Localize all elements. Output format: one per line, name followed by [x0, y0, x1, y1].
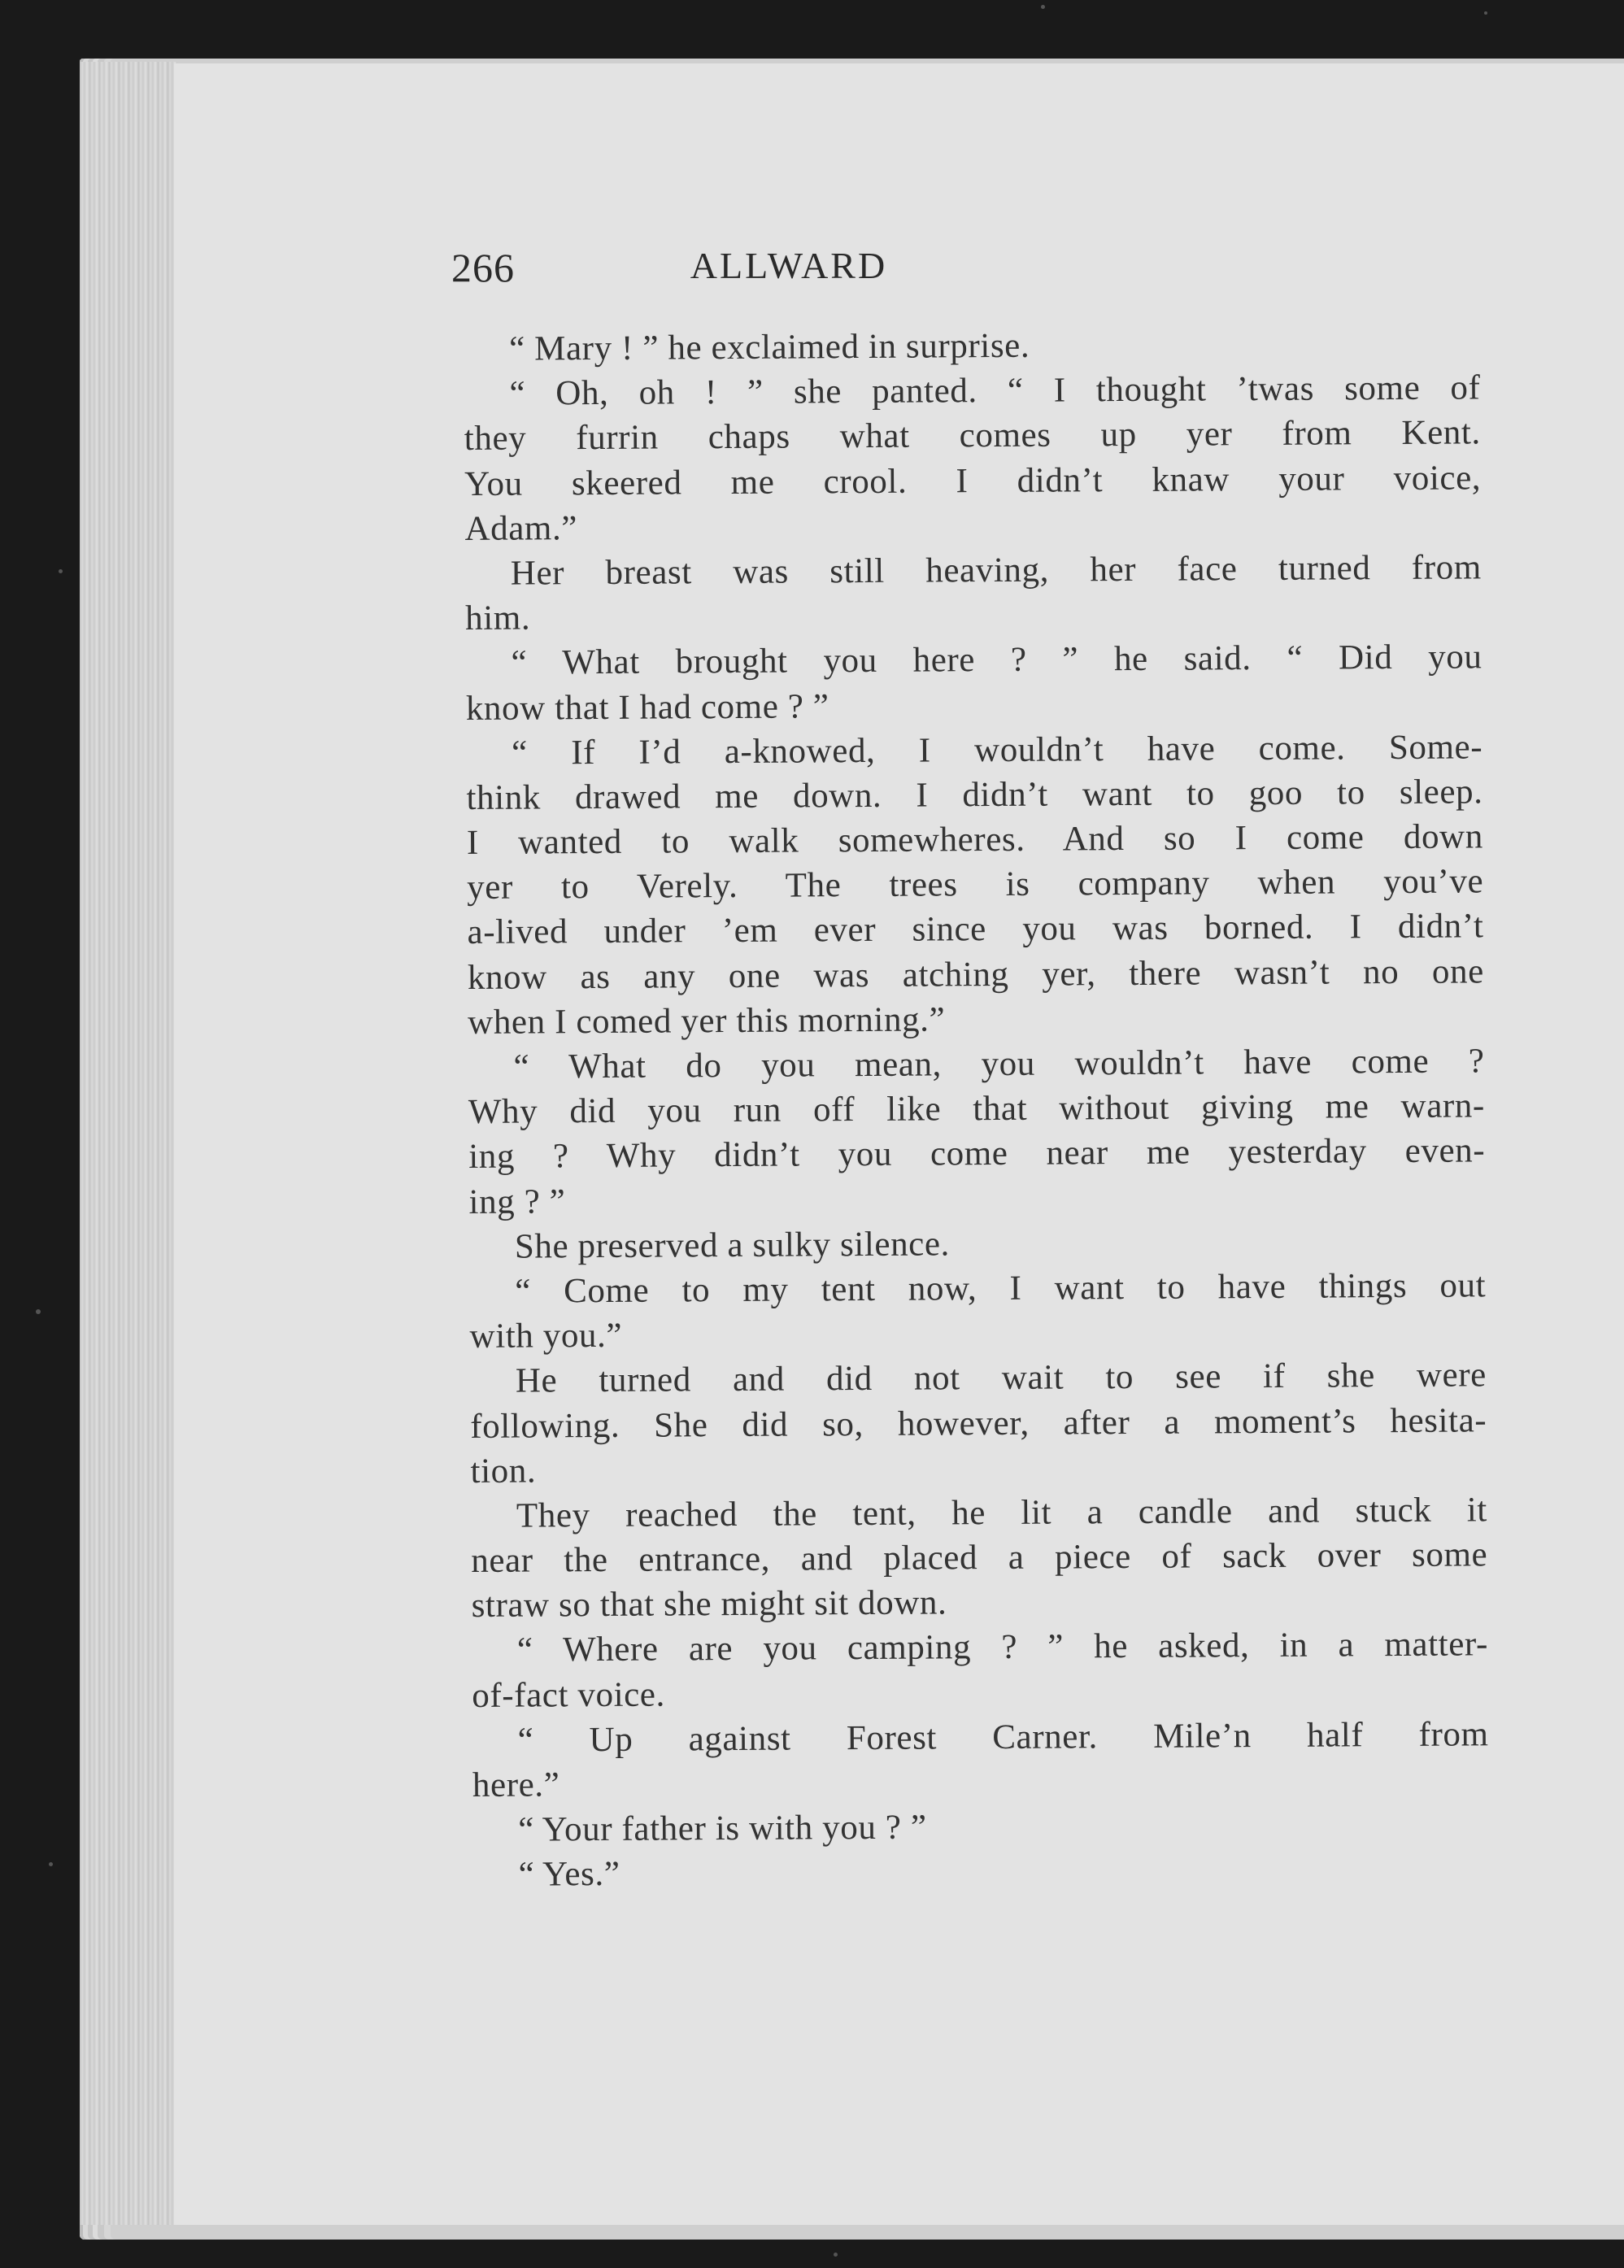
text-line: know as any one was atching yer, there wasn’t no one: [467, 951, 1485, 997]
text-line: Adam.”: [464, 508, 578, 548]
text-line: yer to Verely. The trees is company when you’ve: [467, 862, 1484, 908]
text-line: “ Your father is with you ? ”: [518, 1808, 927, 1849]
text-line: him.: [465, 599, 531, 638]
text-line: I wanted to walk somewheres. And so I come down: [466, 817, 1483, 863]
text-line: of-fact voice.: [472, 1675, 666, 1715]
running-head: ALLWARD: [690, 245, 888, 286]
text-line: Why did you run off like that without giving me warn-: [468, 1086, 1486, 1132]
text-line: “ What do you mean, you wouldn’t have come ?: [513, 1042, 1485, 1086]
text-line: near the entrance, and placed a piece of sack over some: [471, 1535, 1488, 1581]
text-line: He turned and did not wait to see if she were: [515, 1356, 1487, 1400]
text-line: “ Yes.”: [518, 1855, 620, 1894]
text-line: ing ? ”: [468, 1182, 566, 1221]
body-text: [464, 320, 1490, 1897]
text-line: “ Where are you camping ? ” he asked, in a matter-: [516, 1625, 1489, 1670]
text-line: She preserved a sulky silence.: [514, 1225, 951, 1266]
text-line: Her breast was still heaving, her face turned from: [510, 548, 1482, 593]
text-line: with you.”: [469, 1316, 623, 1356]
text-line: You skeered me crool. I didn’t knaw your voice,: [464, 458, 1482, 503]
text-line: tion.: [470, 1452, 537, 1491]
text-line: they furrin chaps what comes up yer from Kent.: [464, 413, 1481, 459]
text-line: “ Up against Forest Carner. Mile’n half from: [517, 1715, 1489, 1760]
text-line: They reached the tent, he lit a candle and stuck it: [516, 1491, 1488, 1535]
text-line: think drawed me down. I didn’t want to goo to sleep.: [466, 773, 1483, 817]
text-line: “ If I’d a-knowed, I wouldn’t have come. Some-: [512, 728, 1483, 773]
text-line: “ What brought you here ? ” he said. “ Did you: [511, 638, 1482, 682]
text-line: straw so that she might sit down.: [471, 1583, 947, 1626]
text-line: “ Oh, oh ! ” she panted. “ I thought ’twas some of: [509, 368, 1481, 413]
text-line: ing ? Why didn’t you come near me yesterday even-: [468, 1131, 1486, 1177]
text-line: following. She did so, however, after a moment’s hesita-: [470, 1400, 1487, 1446]
text-line: know that I had come ? ”: [465, 686, 829, 728]
text-line: here.”: [472, 1765, 560, 1804]
text-line: a-lived under ’em ever since you was borned. I didn’t: [467, 907, 1484, 952]
page-stack-edge: [80, 62, 177, 2225]
text-line: “ Mary ! ” he exclaimed in surprise.: [509, 326, 1030, 368]
page-header: [451, 244, 1078, 301]
page-number: 266: [451, 245, 515, 290]
text-line: “ Come to my tent now, I want to have things out: [515, 1266, 1487, 1311]
text-line: when I comed yer this morning.”: [468, 1000, 946, 1042]
